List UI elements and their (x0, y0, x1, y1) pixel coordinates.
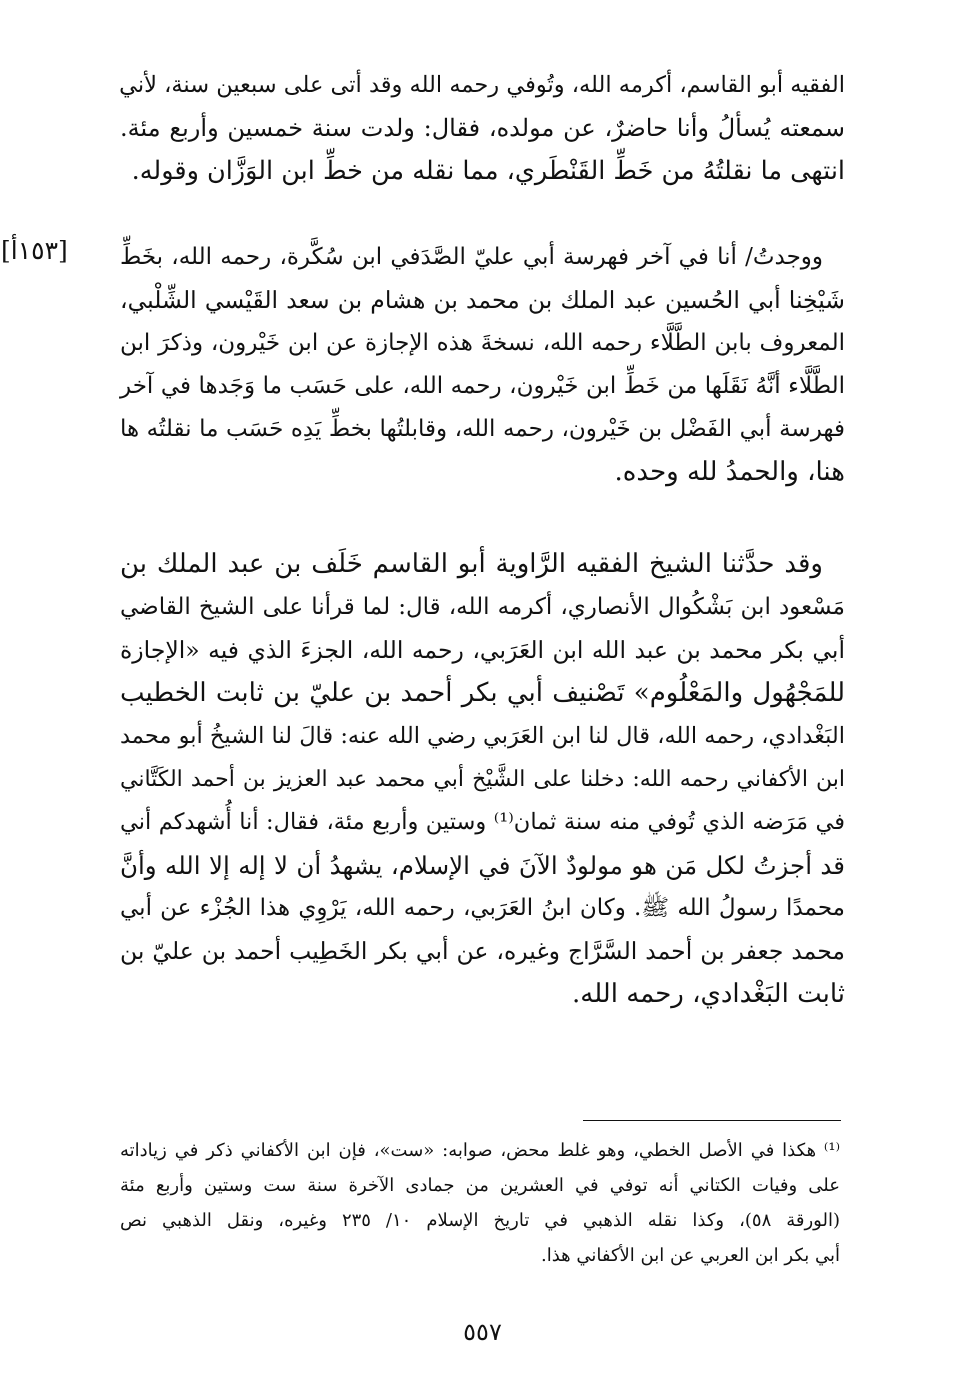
text-line: مَسْعود ابن بَشْكُوال الأنصاري، أكرمه الله، قال: لما قرأنا على الشيخ القاضي (120, 594, 845, 620)
text-line: المعروف بابن الطَّلَّاء رحمه الله، نسخةَ هذه الإجازة عن ابن خَيْرون، وذكرَ ابن (120, 330, 845, 356)
footnote-line: ⁽¹⁾ هكذا في الأصل الخطي، وهو غلط محض، صوابه: «ست»، فإن ابن الأكفاني ذكر في زياداته (120, 1140, 840, 1161)
footnote-line: (الورقة ٥٨)، وكذا نقله الذهبي في تاريخ الإسلام ١٠/ ٢٣٥ وغيره، ونقل الذهبي نص (120, 1210, 840, 1231)
text-line: ثابت البَغْدادي، رحمه الله. (572, 979, 845, 1009)
text-line: البَغْدادي، رحمه الله، قال لنا ابن العَرَبي رضي الله عنه: قالَ لنا الشيخُ أبو محمد (120, 723, 845, 749)
paragraph-3 (120, 543, 845, 1016)
text-line: شَيْخِنا أبي الحُسين عبد الملك بن محمد بن هشام بن سعد القَيْسي الشِّلْبي، (120, 286, 845, 314)
text-line: في مَرَضه الذي تُوفي منه سنة ثمان⁽¹⁾ وستين وأربع مئة، فقال: أنا أُشهدكم أني (120, 809, 845, 835)
text-line: هنا، والحمدُ لله وحده. (614, 457, 845, 487)
text-line: سمعته يُسألُ وأنا حاضرٌ، عن مولده، فقال: ولدت سنة خمسين وأربع مئة. (120, 114, 845, 142)
text-line: قد أجزتُ لكل مَن هو مولودٌ الآنَ في الإسلام، يشهدُ أن لا إله إلا الله وأنَّ (120, 851, 845, 880)
text-line: محمد جعفر بن أحمد السَّرَّاج وغيره، عن أبي بكر الخَطِيب أحمد بن عليّ بن (120, 937, 845, 965)
text-line: ابن الأكفاني رحمه الله: دخلنا على الشَّيْخ أبي محمد عبد العزيز بن أحمد الكَتَّاني (120, 767, 845, 792)
text-line: محمدًا رسولُ الله ﷺ. وكان ابنُ العَرَبي، رحمه الله، يَرْوِي هذا الجُزْء عن أبي (120, 895, 845, 921)
text-line: فهرسة أبي الفَضْل بن خَيْرون، رحمه الله، وقابلتُها بخطِّ يَدِه حَسَب ما نقلتُه ها (120, 416, 845, 442)
text-line: وقد حدَّثنا الشيخ الفقيه الرَّاوية أبو القاسم خَلَف بن عبد الملك بن (120, 549, 823, 579)
text-line: أبي بكر محمد بن عبد الله ابن العَرَبي، رحمه الله، الجزءَ الذي فيه «الإجازة (120, 636, 845, 664)
paragraph-2 (120, 236, 845, 494)
text-line: ووجدتُ/ أنا في آخر فهرسة أبي عليّ الصَّدَفي ابن سُكَّرة، رحمه الله، بخَطِّ (120, 244, 823, 270)
text-line: الطَّلَّاء أنَّهُ نَقَلَها من خَطِّ ابن خَيْرون، رحمه الله، على حَسَب ما وَجَدها في آخر (120, 373, 845, 399)
footnote-line: أبي بكر ابن العربي عن ابن الأكفاني هذا. (540, 1245, 840, 1266)
footnote-line: على وفيات الكتاني أنه توفي في العشرين من جمادى الآخرة سنة ست وستين وأربع مئة (120, 1175, 840, 1196)
text-line: للمَجْهُول والمَعْلُوم» تَصْنيف أبي بكر أحمد بن عليّ بن ثابت الخطيب (120, 678, 845, 708)
text-line: انتهى ما نقلتُهُ من خَطِّ القَنْطَري، مما نقله من خطِّ ابن الوَزَّان وقوله. (131, 156, 845, 186)
page-number: ٥٥٧ (463, 1318, 502, 1346)
footnote-divider (583, 1120, 841, 1121)
footnote (120, 1133, 840, 1273)
folio-marker: [١٥٣أ] (1, 236, 68, 265)
text-line: الفقيه أبو القاسم، أكرمه الله، وتُوفي رحمه الله وقد أتى على سبعين سنة، لأني (119, 72, 845, 98)
paragraph-1 (120, 64, 845, 193)
